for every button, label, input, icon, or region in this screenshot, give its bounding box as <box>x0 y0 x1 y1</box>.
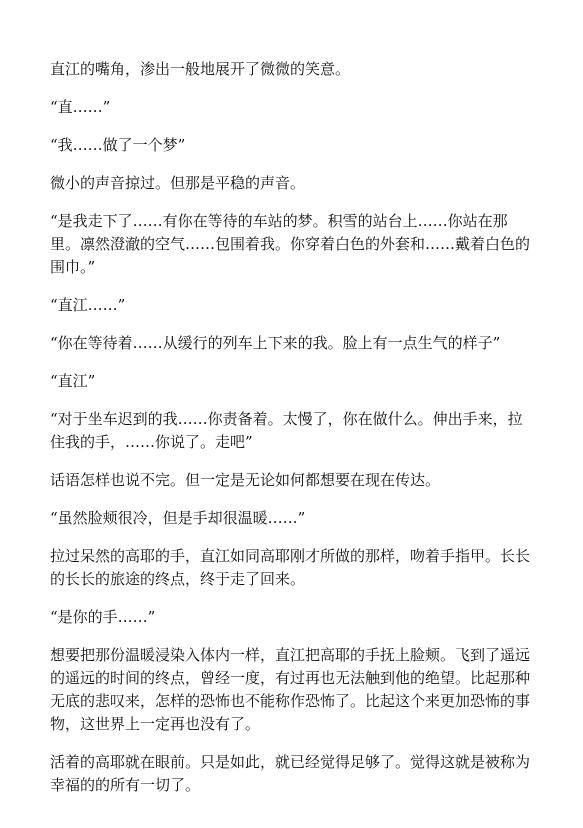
paragraph: 想要把那份温暖浸染入体内一样，直江把高耶的手抚上脸颊。飞到了遥远的遥远的时间的终点，曾经一度，有过再也无法触到他的绝望。比起那种无底的悲叹来，怎样的恐怖也不能称作恐怖了。比起这个来更加恐怖的事物，这世界上一定再也没有了。 <box>50 646 531 733</box>
paragraph: “是我走下了……有你在等待的车站的梦。积雪的站台上……你站在那里。凛然澄澈的空气……包围着我。你穿着白色的外套和……戴着白色的围巾。” <box>50 212 531 276</box>
paragraph: 活着的高耶就在眼前。只是如此，就已经觉得足够了。觉得这就是被称为幸福的的所有一切了。 <box>50 753 531 794</box>
paragraph: “你在等待着……从缓行的列车上下来的我。脸上有一点生气的样子” <box>50 334 501 352</box>
paragraph: “直……” <box>50 98 111 116</box>
paragraph: “是你的手……” <box>50 608 156 626</box>
paragraph: 直江的嘴角，渗出一般地展开了微微的笑意。 <box>50 60 351 78</box>
paragraph: “对于坐车迟到的我……你责备着。太慢了，你在做什么。伸出手来，拉住我的手，……你说了。走吧” <box>50 410 523 451</box>
paragraph: 拉过呆然的高耶的手，直江如同高耶刚才所做的那样，吻着手指甲。长长的长长的旅途的终点，终于走了回来。 <box>50 547 531 588</box>
paragraph: 微小的声音掠过。但那是平稳的声音。 <box>50 174 306 192</box>
paragraph: 话语怎样也说不完。但一定是无论如何都想要在现在传达。 <box>50 471 441 489</box>
paragraph: “直江” <box>50 372 96 390</box>
paragraph: “虽然脸颊很冷，但是手却很温暖……” <box>50 509 306 527</box>
paragraph: “我……做了一个梦” <box>50 136 186 154</box>
paragraph: “直江……” <box>50 296 126 314</box>
